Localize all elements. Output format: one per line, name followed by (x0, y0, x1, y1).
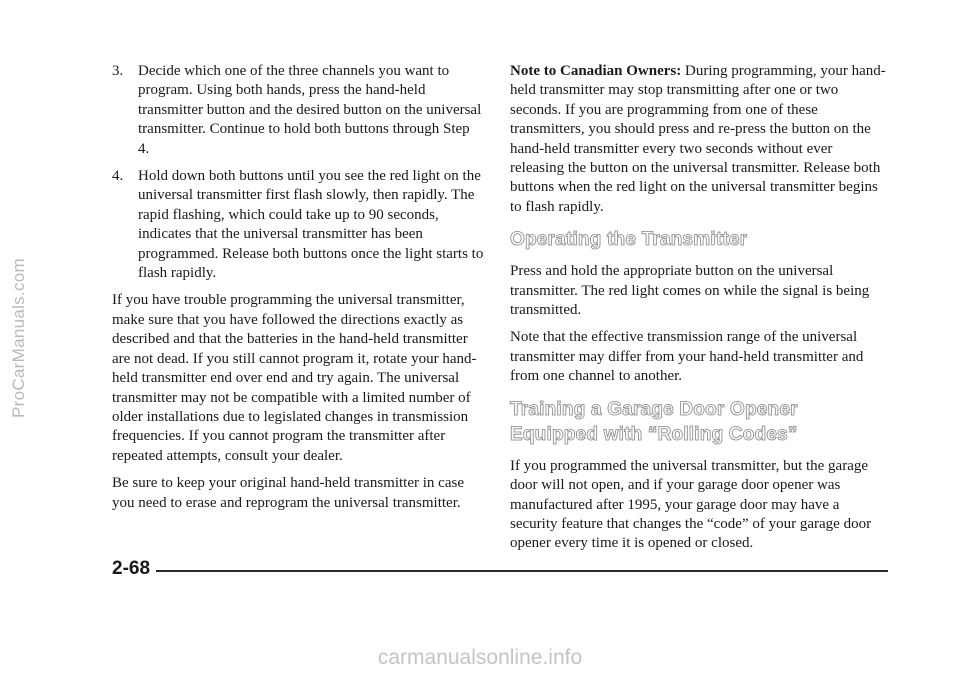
operating-paragraph: Press and hold the appropriate button on the universal transmitter. The red light comes on while the signal is being transmitted. (510, 263, 870, 319)
footer-rule (156, 570, 888, 572)
left-column (112, 62, 484, 521)
page-footer (112, 558, 888, 580)
section-heading-operating: Operating the Transmitter (510, 229, 748, 251)
range-paragraph: Note that the effective transmission range of the universal transmitter may differ from your hand-held transmitter and from one channel to another. (510, 329, 864, 385)
canadian-note (510, 62, 888, 217)
section-heading-rolling-codes: Training a Garage Door Opener Equipped with “Rolling Codes” (510, 398, 798, 445)
side-watermark-text: ProCarManuals.com (9, 257, 29, 419)
list-item (112, 62, 484, 159)
page-number: 2-68 (112, 558, 151, 579)
list-item (112, 167, 484, 283)
keep-original-paragraph: Be sure to keep your original hand-held transmitter in case you need to erase and reprogram the universal transmitter. (112, 475, 464, 511)
step-number: 3. (112, 63, 124, 79)
note-label: Note to Canadian Owners: (510, 63, 682, 79)
note-text: During programming, your hand-held transmitter may stop transmitting after one or two seconds. If you are programming from one of these transmitters, you should press and re-press the button on the hand-held transmitter every two seconds without ever releasing the button on the universal transmitter. Release both buttons when the red light on the universal transmitter begins to flash rapidly. (510, 63, 886, 215)
step-text: Decide which one of the three channels you want to program. Using both hands, press the hand-held transmitter button and the desired button on the universal transmitter. Continue to hold both buttons through Step 4. (138, 63, 482, 157)
side-watermark (6, 0, 32, 676)
right-column (510, 62, 888, 562)
step-text: Hold down both buttons until you see the red light on the universal transmitter first flash slowly, then rapidly. The rapid flashing, which could take up to 90 seconds, indicates that the universal transmitter has been programmed. Release both buttons once the light starts to flash rapidly. (138, 168, 484, 282)
steps-list (112, 62, 484, 283)
step-number: 4. (112, 168, 124, 185)
bottom-watermark: carmanualsonline.info (377, 646, 583, 669)
rolling-codes-paragraph: If you programmed the universal transmitter, but the garage door will not open, and if your garage door opener was manufactured after 1995, your garage door may have a security feature that changes the “code” of your garage door opener every time it is opened or closed. (510, 457, 872, 552)
troubleshooting-paragraph: If you have trouble programming the universal transmitter, make sure that you have followed the directions exactly as described and that the batteries in the hand-held transmitter are not dead. If you still cannot program it, rotate your hand-held transmitter end over end and try again. The universal transmitter may not be compatible with a limited number of older installations due to legislated changes in transmission frequencies. If you cannot program the transmitter after repeated attempts, consult your dealer. (112, 292, 477, 464)
